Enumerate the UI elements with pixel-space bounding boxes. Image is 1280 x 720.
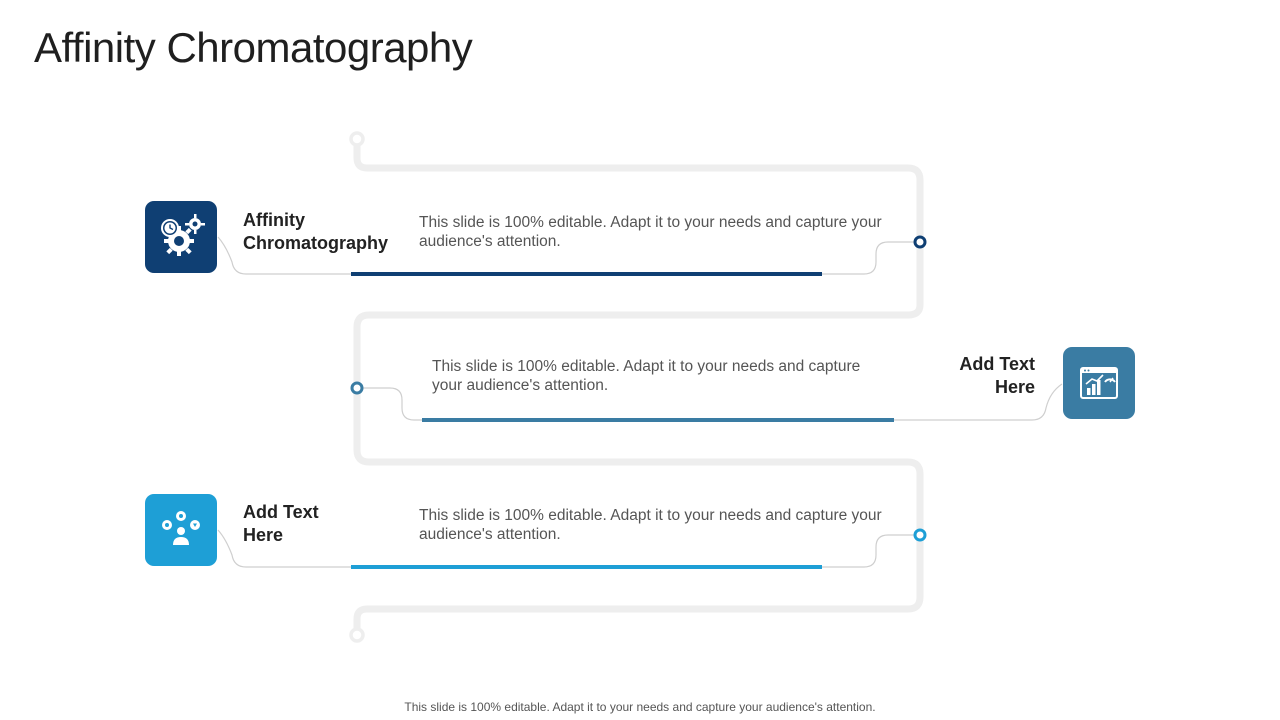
- track-start-dot: [351, 133, 363, 145]
- item-description-1: This slide is 100% editable. Adapt it to your needs and capture your audience's attention.: [419, 214, 882, 250]
- item-heading-2: Add Text Here: [959, 354, 1035, 397]
- item-description-2: This slide is 100% editable. Adapt it to your needs and capture your audience's attention.: [432, 358, 861, 394]
- node-marker-2: [352, 383, 362, 393]
- user-network-icon: [145, 494, 217, 566]
- node-marker-1: [915, 237, 925, 247]
- item-heading-3: Add Text Here: [243, 502, 319, 545]
- page-title: Affinity Chromatography: [34, 24, 473, 71]
- item-description-3: This slide is 100% editable. Adapt it to your needs and capture your audience's attention.: [419, 507, 882, 543]
- footer-note: This slide is 100% editable. Adapt it to your needs and capture your audience's attention.: [404, 700, 876, 714]
- gears-clock-icon: [145, 201, 217, 273]
- track-end-dot: [351, 629, 363, 641]
- node-marker-3: [915, 530, 925, 540]
- accent-bar-2: [422, 418, 894, 422]
- accent-bar-1: [351, 272, 822, 276]
- accent-bar-3: [351, 565, 822, 569]
- analytics-dashboard-icon: [1063, 347, 1135, 419]
- item-heading-1: Affinity Chromatography: [243, 210, 389, 253]
